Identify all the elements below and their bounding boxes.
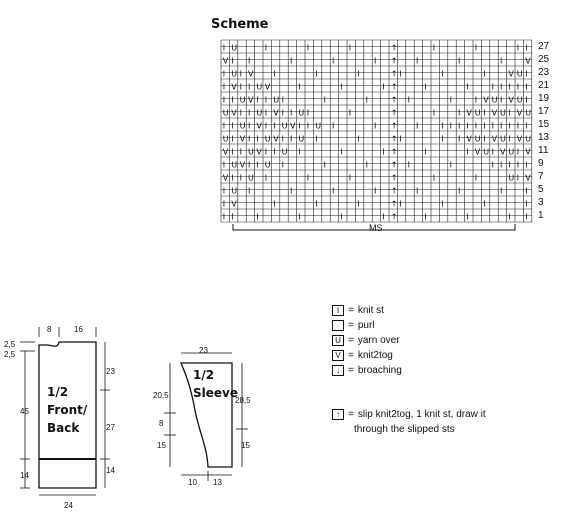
stitch-symbol: I — [248, 108, 251, 118]
stitch-symbol: I — [357, 69, 360, 79]
stitch-symbol: U — [248, 147, 254, 157]
stitch-symbol: I — [424, 212, 427, 222]
stitch-symbol: I — [449, 160, 452, 170]
stitch-symbol: I — [516, 160, 520, 170]
stitch-symbol: ↑ — [390, 43, 398, 53]
stitch-symbol: I — [441, 134, 444, 144]
stitch-symbol: I — [516, 82, 520, 92]
row-number: 1 — [538, 210, 544, 221]
stitch-symbol: ↑ — [390, 56, 398, 66]
legend-label: yarn over — [357, 335, 400, 346]
sleeve-dim-left-b: 8 — [159, 419, 164, 428]
stitch-symbol: I — [399, 69, 402, 79]
stitch-symbol: I — [483, 69, 486, 79]
dim-left-total: 45 — [20, 407, 29, 416]
stitch-symbol: I — [365, 95, 368, 105]
stitch-symbol: U — [500, 134, 506, 144]
stitch-symbol: U — [281, 121, 288, 131]
stitch-symbol: I — [231, 56, 234, 66]
stitch-symbol: I — [273, 147, 276, 157]
stitch-symbol: V — [239, 160, 246, 170]
stitch-symbol: I — [441, 121, 444, 131]
stitch-symbol: I — [340, 147, 343, 157]
sleeve-dim-top: 23 — [199, 346, 208, 355]
stitch-symbol: V — [516, 108, 523, 118]
row-number: 13 — [538, 132, 550, 143]
stitch-symbol: I — [374, 121, 377, 131]
stitch-symbol: I — [256, 160, 259, 170]
stitch-symbol: I — [306, 173, 310, 183]
stitch-symbol: I — [516, 121, 520, 131]
stitch-symbol: I — [222, 95, 226, 105]
dim-top-neck: 8 — [47, 325, 52, 334]
stitch-symbol: I — [516, 147, 520, 157]
stitch-symbol: I — [264, 147, 268, 157]
stitch-symbol: ↑ — [390, 82, 398, 92]
stitch-symbol: V — [231, 108, 237, 118]
stitch-symbol: V — [516, 134, 523, 144]
stitch-symbol: U — [273, 95, 280, 105]
stitch-symbol: I — [441, 199, 444, 209]
stitch-symbol: I — [239, 82, 242, 92]
stitch-symbol: U — [231, 160, 238, 170]
stitch-symbol: I — [231, 173, 234, 183]
stitch-symbol: U — [231, 186, 238, 196]
stitch-symbol: V — [525, 173, 531, 183]
stitch-symbol: I — [248, 134, 251, 144]
stitch-symbol: V — [239, 134, 246, 144]
stitch-symbol: I — [306, 121, 310, 131]
stitch-symbol: ↑ — [390, 147, 398, 157]
stitch-symbol: I — [222, 43, 226, 53]
stitch-symbol: U — [222, 134, 229, 144]
knit2tog-icon: V — [332, 350, 344, 361]
stitch-symbol: V — [290, 121, 296, 131]
stitch-symbol: I — [500, 56, 503, 66]
row-number: 7 — [538, 171, 544, 182]
slip-knit2tog-icon: ↑ — [332, 409, 344, 420]
stitch-symbol: I — [222, 186, 226, 196]
stitch-symbol: I — [424, 147, 427, 157]
stitch-symbol: I — [290, 108, 293, 118]
stitch-symbol: V — [248, 95, 254, 105]
stitch-symbol: I — [466, 121, 469, 131]
stitch-symbol: I — [458, 121, 461, 131]
stitch-symbol: U — [298, 108, 305, 118]
stitch-symbol: I — [382, 82, 385, 92]
dim-bottom: 24 — [64, 501, 73, 510]
sleeve-label: 1/2 Sleeve — [193, 368, 238, 400]
stitch-symbol: I — [491, 160, 494, 170]
stitch-symbol: U — [264, 134, 271, 144]
stitch-symbol: V — [508, 69, 514, 79]
stitch-symbol: I — [332, 186, 335, 196]
stitch-symbol: ↑ — [390, 199, 398, 209]
stitch-symbol: I — [222, 160, 226, 170]
stitch-symbol: I — [491, 82, 494, 92]
stitch-symbol: I — [525, 186, 528, 196]
legend-special-line2: through the slipped sts — [354, 424, 455, 435]
stitch-symbol: ↑ — [390, 69, 398, 79]
stitch-symbol: I — [449, 95, 452, 105]
stitch-symbol: I — [239, 108, 242, 118]
stitch-symbol: I — [222, 212, 226, 222]
stitch-symbol: U — [474, 108, 481, 118]
stitch-symbol: U — [525, 134, 532, 144]
stitch-symbol: I — [516, 173, 520, 183]
stitch-symbol: V — [474, 147, 481, 157]
stitch-symbol: U — [281, 147, 288, 157]
legend-label: knit st — [357, 305, 384, 316]
stitch-symbol: I — [508, 160, 511, 170]
stitch-symbol: I — [315, 199, 318, 209]
stitch-symbol: U — [256, 82, 263, 92]
stitch-symbol: I — [374, 56, 377, 66]
stitch-symbol: I — [491, 121, 494, 131]
stitch-symbol: I — [382, 212, 385, 222]
stitch-symbol: U — [239, 95, 246, 105]
stitch-symbol: I — [281, 95, 284, 105]
stitch-symbol: U — [474, 134, 481, 144]
stitch-symbol: I — [248, 186, 251, 196]
stitch-symbol: I — [416, 56, 419, 66]
stitch-symbol: I — [458, 186, 461, 196]
row-number: 27 — [538, 41, 550, 52]
row-number: 3 — [538, 197, 544, 208]
scheme-title: Scheme — [211, 17, 269, 32]
stitch-symbol: I — [500, 160, 503, 170]
knit-stitch-icon: I — [332, 305, 344, 316]
stitch-symbol: I — [416, 186, 419, 196]
stitch-symbol: I — [500, 82, 503, 92]
stitch-symbol: I — [474, 95, 478, 105]
stitch-symbol: U — [248, 173, 254, 183]
stitch-symbol: V — [256, 147, 262, 157]
stitch-symbol: I — [290, 56, 293, 66]
stitch-symbol: I — [399, 134, 402, 144]
stitch-symbol: I — [315, 69, 318, 79]
stitch-symbol: I — [432, 108, 436, 118]
stitch-symbol: I — [382, 147, 385, 157]
stitch-symbol: V — [222, 173, 229, 183]
stitch-symbol: I — [256, 134, 259, 144]
stitch-symbol: I — [348, 173, 352, 183]
sleeve-schematic — [150, 335, 270, 505]
dim-right-bottom: 14 — [106, 466, 115, 475]
stitch-symbol: I — [222, 82, 226, 92]
sleeve-dim-bottom-b: 13 — [213, 478, 222, 487]
stitch-symbol: V — [491, 134, 498, 144]
dim-top-shoulder: 16 — [74, 325, 83, 334]
legend-special: ↑ = slip knit2tog, 1 knit st, draw it through the slipped sts — [332, 407, 486, 437]
sleeve-dim-left-a: 20,5 — [153, 391, 169, 400]
stitch-symbol: I — [290, 186, 293, 196]
stitch-symbol: I — [416, 121, 419, 131]
stitch-symbol: I — [231, 121, 234, 131]
scheme-row-numbers — [538, 42, 549, 224]
stitch-symbol: V — [500, 147, 506, 157]
stitch-symbol: I — [466, 212, 469, 222]
stitch-symbol: I — [432, 43, 436, 53]
row-number: 21 — [538, 80, 550, 91]
stitch-symbol: I — [248, 56, 251, 66]
stitch-symbol: U — [508, 147, 515, 157]
stitch-symbol: I — [525, 82, 528, 92]
row-number: 19 — [538, 93, 550, 104]
stitch-symbol: I — [407, 95, 410, 105]
stitch-symbol: I — [281, 134, 284, 144]
stitch-symbol: I — [222, 69, 226, 79]
stitch-symbol: V — [491, 108, 498, 118]
stitch-symbol: I — [466, 147, 469, 157]
stitch-symbol: I — [264, 121, 268, 131]
row-number: 23 — [538, 67, 550, 78]
sleeve-dim-right-a: 28,5 — [235, 396, 251, 405]
stitch-symbol: I — [315, 134, 318, 144]
stitch-symbol: I — [516, 43, 520, 53]
stitch-symbol: I — [407, 160, 410, 170]
stitch-symbol: I — [458, 56, 461, 66]
stitch-symbol: I — [256, 212, 259, 222]
stitch-symbol: I — [239, 147, 242, 157]
stitch-symbol: V — [466, 108, 472, 118]
stitch-symbol: V — [248, 69, 254, 79]
stitch-symbol: I — [248, 121, 251, 131]
stitch-symbol: V — [508, 95, 514, 105]
stitch-symbol: I — [357, 199, 360, 209]
stitch-symbol: I — [441, 69, 444, 79]
stitch-symbol: U — [525, 108, 532, 118]
stitch-symbol: V — [231, 82, 237, 92]
stitch-symbol: ↑ — [390, 95, 398, 105]
stitch-symbol: U — [508, 173, 515, 183]
stitch-symbol: U — [491, 95, 498, 105]
stitch-symbol: I — [474, 43, 478, 53]
stitch-symbol: I — [525, 199, 528, 209]
stitch-symbol: I — [365, 160, 368, 170]
stitch-symbol: I — [231, 147, 234, 157]
stitch-symbol: I — [231, 134, 234, 144]
dim-right-mid: 27 — [106, 423, 115, 432]
legend-item: U = yarn over — [332, 333, 402, 348]
stitch-symbol: I — [248, 82, 251, 92]
row-number: 17 — [538, 106, 550, 117]
stitch-symbol: I — [432, 173, 436, 183]
stitch-symbol: I — [508, 134, 511, 144]
stitch-symbol: I — [273, 121, 276, 131]
stitch-symbol: I — [474, 121, 478, 131]
stitch-symbol: I — [348, 108, 352, 118]
stitch-symbol: I — [332, 56, 335, 66]
stitch-symbol: ↑ — [390, 121, 398, 131]
stitch-symbol: I — [323, 160, 326, 170]
stitch-symbol: I — [525, 69, 528, 79]
stitch-symbol: ↑ — [390, 134, 398, 144]
stitch-symbol: U — [256, 108, 263, 118]
stitch-symbol: I — [290, 134, 293, 144]
stitch-symbol: I — [374, 186, 377, 196]
scheme-chart-grid — [215, 38, 535, 238]
row-number: 11 — [538, 145, 549, 156]
stitch-symbol: I — [298, 212, 301, 222]
stitch-symbol: V — [273, 108, 279, 118]
stitch-symbol: I — [273, 199, 276, 209]
stitch-symbol: I — [357, 134, 360, 144]
stitch-symbol: U — [516, 69, 523, 79]
stitch-symbol: I — [424, 82, 427, 92]
stitch-symbol: I — [222, 121, 226, 131]
stitch-symbol: I — [508, 212, 511, 222]
stitch-symbol: I — [508, 121, 511, 131]
stitch-symbol: I — [466, 82, 469, 92]
stitch-symbol: I — [483, 134, 486, 144]
stitch-symbol: I — [298, 147, 301, 157]
stitch-symbol: U — [483, 147, 490, 157]
dim-right-top: 23 — [106, 367, 115, 376]
stitch-symbol: I — [264, 173, 268, 183]
stitch-symbol: I — [525, 121, 528, 131]
row-number: 15 — [538, 119, 550, 130]
yarn-over-icon: U — [332, 335, 344, 346]
stitch-symbol: I — [281, 160, 284, 170]
stitch-symbol: I — [298, 121, 301, 131]
sleeve-dim-bottom-a: 10 — [188, 478, 197, 487]
stitch-symbol: I — [281, 108, 284, 118]
stitch-symbol: U — [231, 43, 238, 53]
front-back-label: 1/2 Front/ Back — [47, 385, 88, 435]
stitch-symbol: U — [298, 134, 305, 144]
stitch-symbol: V — [256, 121, 262, 131]
stitch-symbol: U — [516, 95, 523, 105]
stitch-symbol: I — [483, 199, 486, 209]
stitch-symbol: I — [340, 82, 343, 92]
stitch-symbol: I — [231, 212, 234, 222]
stitch-symbol: I — [306, 43, 310, 53]
stitch-symbol: I — [248, 160, 251, 170]
stitch-symbol: ↑ — [390, 212, 398, 222]
legend-special-line1: slip knit2tog, 1 knit st, draw it — [357, 409, 486, 420]
dim-left-a: 2,5 — [4, 340, 16, 349]
stitch-symbol: I — [483, 108, 486, 118]
stitch-symbol: U — [222, 108, 229, 118]
stitch-symbol: I — [500, 95, 503, 105]
stitch-symbol: I — [273, 69, 276, 79]
stitch-symbol: ↑ — [390, 173, 398, 183]
stitch-symbol: I — [264, 108, 268, 118]
stitch-symbol: ↑ — [390, 186, 398, 196]
stitch-symbol: V — [525, 56, 531, 66]
purl-stitch-icon — [332, 320, 344, 331]
stitch-symbol: U — [239, 121, 246, 131]
stitch-symbol: I — [525, 212, 528, 222]
stitch-symbol: I — [231, 95, 234, 105]
sleeve-dim-left-c: 15 — [157, 441, 166, 450]
stitch-symbol: I — [399, 199, 402, 209]
row-number: 9 — [538, 158, 544, 169]
stitch-symbol: I — [474, 173, 478, 183]
stitch-symbol: I — [525, 95, 528, 105]
legend-item: I = knit st — [332, 303, 402, 318]
stitch-symbol: I — [306, 108, 310, 118]
stitch-symbol: I — [332, 121, 335, 131]
row-number: 5 — [538, 184, 544, 195]
stitch-symbol: V — [466, 134, 472, 144]
stitch-symbol: I — [239, 173, 242, 183]
legend-label: knit2tog — [357, 350, 393, 361]
legend-item: V = knit2tog — [332, 348, 402, 363]
stitch-symbol: U — [500, 108, 506, 118]
stitch-symbol: I — [264, 43, 268, 53]
stitch-symbol: I — [222, 199, 226, 209]
row-number: 25 — [538, 54, 550, 65]
legend-label: purl — [357, 320, 375, 331]
stitch-symbol: V — [222, 56, 229, 66]
stitch-symbol: ↑ — [390, 108, 398, 118]
sleeve-dim-right-b: 15 — [241, 441, 250, 450]
stitch-symbol: I — [458, 134, 461, 144]
stitch-symbol: I — [323, 95, 326, 105]
stitch-symbol: V — [273, 134, 279, 144]
stitch-symbol: I — [340, 212, 343, 222]
stitch-symbol: I — [449, 121, 452, 131]
stitch-symbol: I — [525, 160, 528, 170]
legend-item: ↓ = broaching — [332, 363, 402, 378]
stitch-symbol: I — [508, 82, 511, 92]
stitch-symbol: I — [500, 186, 503, 196]
broaching-icon: ↓ — [332, 365, 344, 376]
dim-left-bottom: 14 — [20, 471, 29, 480]
stitch-symbol: V — [222, 147, 229, 157]
stitch-symbol: I — [256, 95, 259, 105]
legend — [332, 303, 402, 378]
legend-label: broaching — [357, 365, 402, 376]
stitch-symbol: I — [483, 121, 486, 131]
legend-item: = purl — [332, 318, 402, 333]
stitch-symbol: U — [315, 121, 322, 131]
stitch-symbol: V — [525, 147, 531, 157]
stitch-symbol: I — [491, 147, 494, 157]
stitch-symbol: ↑ — [390, 160, 398, 170]
stitch-symbol: I — [525, 43, 528, 53]
stitch-symbol: I — [508, 108, 511, 118]
stitch-symbol: I — [500, 121, 503, 131]
stitch-symbol: V — [264, 82, 271, 92]
stitch-symbol: I — [298, 82, 301, 92]
stitch-symbol: U — [264, 160, 271, 170]
stitch-symbol: V — [483, 95, 489, 105]
stitch-symbol: I — [264, 95, 268, 105]
ms-label: MS — [369, 223, 383, 233]
stitch-symbol: U — [231, 69, 238, 79]
stitch-symbol: I — [348, 43, 352, 53]
stitch-symbol: I — [239, 69, 242, 79]
dim-left-b: 2,5 — [4, 350, 16, 359]
stitch-symbol: V — [231, 199, 237, 209]
stitch-symbol: I — [458, 108, 461, 118]
